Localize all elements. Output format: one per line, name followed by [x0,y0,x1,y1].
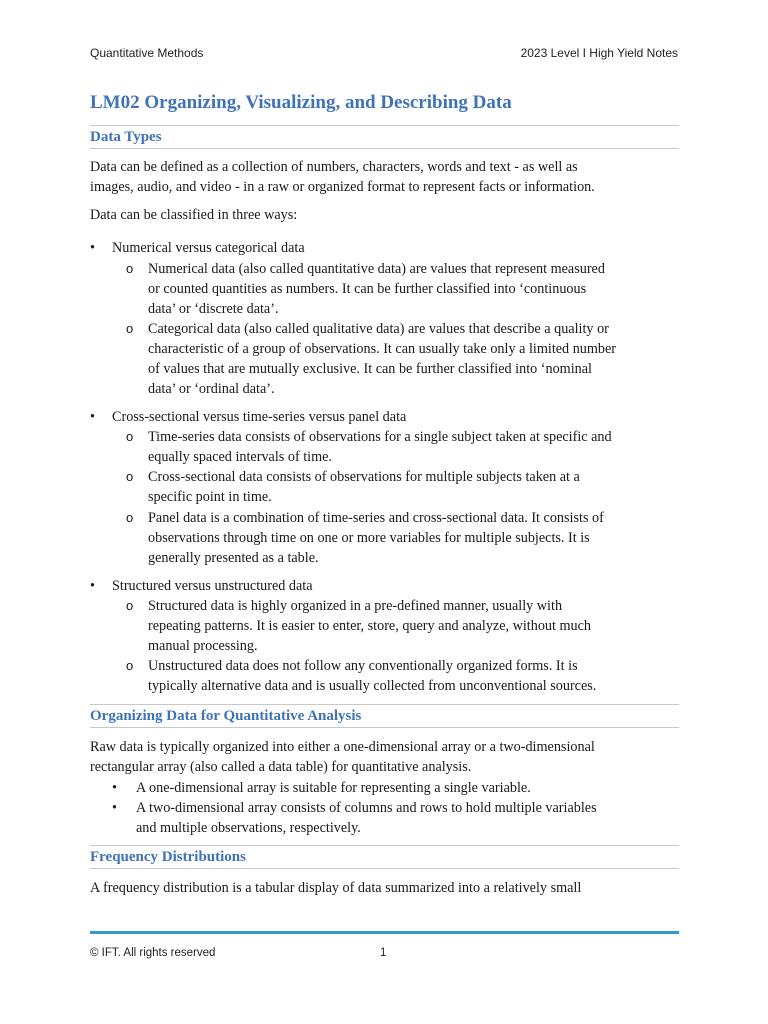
text-line: data’ or ‘ordinal data’. [148,381,275,397]
section-rule-bottom [90,727,679,728]
paragraph-line: images, audio, and video - in a raw or organized format to represent facts or information. [90,179,595,195]
text-line: Numerical data (also called quantitative data) are values that represent measured [148,261,605,277]
bullet-label: Structured versus unstructured data [112,578,313,594]
sub-bullet-icon: o [126,658,134,673]
text-line: characteristic of a group of observations. It can usually take only a limited number [148,341,617,357]
section-heading-data-types: Data Types [90,129,162,145]
section-rule-top [90,845,679,846]
text-line: data’ or ‘discrete data’. [148,301,279,317]
header-subject: Quantitative Methods [90,46,204,60]
text-line: A two-dimensional array consists of columns and rows to hold multiple variables [136,800,597,816]
bullet-label: Numerical versus categorical data [112,240,305,256]
text-line: manual processing. [148,638,258,654]
section-rule-top [90,704,679,705]
section-heading-frequency: Frequency Distributions [90,849,246,865]
text-line: and multiple observations, respectively. [136,820,361,836]
section-heading-organizing: Organizing Data for Quantitative Analysis [90,708,362,724]
text-line: Panel data is a combination of time-series and cross-sectional data. It consists of [148,510,604,526]
bullet-icon: • [90,409,95,425]
paragraph-line: A frequency distribution is a tabular display of data summarized into a relatively small [90,880,582,896]
text-line: Unstructured data does not follow any conventionally organized forms. It is [148,658,578,674]
bullet-icon: • [90,578,95,594]
sub-bullet-icon: o [126,469,134,484]
page-title: LM02 Organizing, Visualizing, and Describing Data [90,92,512,113]
paragraph: Data can be classified in three ways: [90,207,298,223]
sub-bullet-icon: o [126,321,134,336]
text-line: repeating patterns. It is easier to enter, store, query and analyze, without much [148,618,592,634]
section-rule-top [90,125,679,126]
bullet-icon: • [112,800,117,816]
text-line: Structured data is highly organized in a pre-defined manner, usually with [148,598,563,614]
section-rule-bottom [90,148,679,149]
footer-rule [90,931,679,934]
text-line: generally presented as a table. [148,550,319,566]
paragraph-line: rectangular array (also called a data table) for quantitative analysis. [90,759,472,775]
sub-bullet-icon: o [126,598,134,613]
footer-copyright: © IFT. All rights reserved [90,947,216,959]
text-line: specific point in time. [148,489,272,505]
text-line: Cross-sectional data consists of observations for multiple subjects taken at a [148,469,580,485]
text-line: of values that are mutually exclusive. It can be further classified into ‘nominal [148,361,592,377]
text-line: equally spaced intervals of time. [148,449,332,465]
sub-bullet-icon: o [126,429,134,444]
header-notes-title: 2023 Level I High Yield Notes [520,46,678,60]
sub-bullet-icon: o [126,510,134,525]
bullet-icon: • [90,240,95,256]
paragraph-line: Raw data is typically organized into either a one-dimensional array or a two-dimensional [90,739,595,755]
text-line: Time-series data consists of observations for a single subject taken at specific and [148,429,612,445]
text-line: Categorical data (also called qualitative data) are values that describe a quality or [148,321,609,337]
text-line: observations through time on one or more variables for multiple subjects. It is [148,530,590,546]
text-line: A one-dimensional array is suitable for representing a single variable. [136,780,531,796]
text-line: typically alternative data and is usually collected from unconventional sources. [148,678,597,694]
paragraph-line: Data can be defined as a collection of numbers, characters, words and text - as well as [90,159,578,175]
text-line: or counted quantities as numbers. It can be further classified into ‘continuous [148,281,587,297]
bullet-label: Cross-sectional versus time-series versus panel data [112,409,407,425]
bullet-icon: • [112,780,117,796]
section-rule-bottom [90,868,679,869]
sub-bullet-icon: o [126,261,134,276]
page-number: 1 [380,947,387,959]
